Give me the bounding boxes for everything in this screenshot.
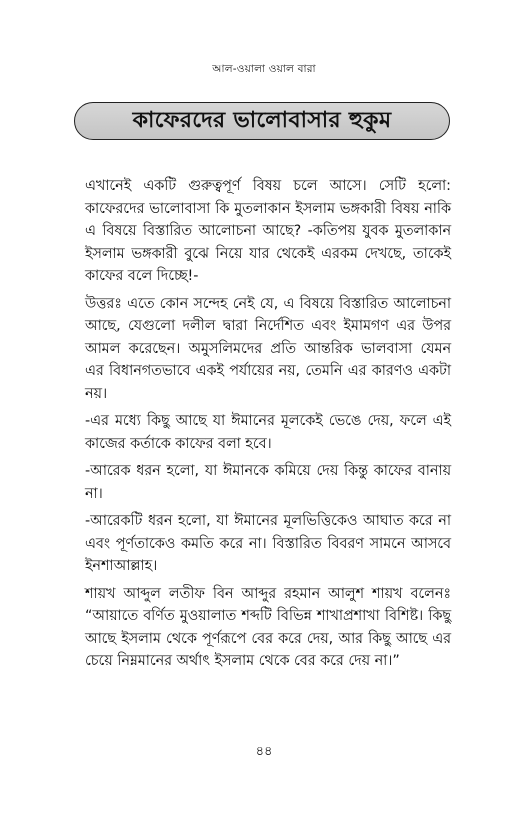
- paragraph-type-two: -আরেক ধরন হলো, যা ঈমানকে কমিয়ে দেয় কিন্তু কাফের বানায় না।: [85, 463, 451, 502]
- body-text: [85, 175, 451, 678]
- paragraph-type-three: -আরেকটি ধরন হলো, যা ঈমানের মূলভিত্তিকেও আঘাত করে না এবং পূর্ণতাকেও কমতি করে না। বিস্তারিত বিবরণ সামনে আসবে ইনশাআল্লাহ।: [85, 513, 451, 574]
- page-number: ৪৪: [255, 744, 273, 759]
- paragraph-intro: এখানেই একটি গুরুত্বপূর্ণ বিষয় চলে আসে। সেটি হলো: কাফেরদের ভালোবাসা কি মুতলাকান ইসলাম ভঙ্গকারী বিষয় নাকি এ বিষয়ে বিস্তারিত আলোচনা আছে? -কতিপয় যুবক মুতলাকান ইসলাম ভঙ্গকারী বুঝে নিয়ে যার থেকেই এরকম দেখছে, তাকেই কাফের বলে দিচ্ছে!-: [85, 178, 451, 284]
- chapter-title: কাফেরদের ভালোবাসার হুকুম: [132, 107, 392, 133]
- chapter-title-box: [74, 102, 450, 140]
- running-header: আল-ওয়ালা ওয়াল বারা: [212, 63, 316, 75]
- paragraph-type-one: -এর মধ্যে কিছু আছে যা ঈমানের মূলকেই ভেঙে দেয়, ফলে এই কাজের কর্তাকে কাফের বলা হবে।: [85, 413, 451, 452]
- paragraph-answer: উত্তরঃ এতে কোন সন্দেহ নেই যে, এ বিষয়ে বিস্তারিত আলোচনা আছে, যেগুলো দলীল দ্বারা নির্দেশিত এবং ইমামগণ এর উপর আমল করেছেন। অমুসলিমদের প্রতি আন্তরিক ভালবাসা যেমন এর বিধানগতভাবে একই পর্যায়ের নয়, তেমনি এর কারণও একটা নয়।: [85, 295, 451, 402]
- paragraph-quote: শায়খ আব্দুল লতীফ বিন আব্দুর রহমান আলুশ শায়খ বলেনঃ “আয়াতে বর্ণিত মুওয়ালাত শব্দটি বিভিন্ন শাখাপ্রশাখা বিশিষ্ট। কিছু আছে ইসলাম থেকে পূর্ণরূপে বের করে দেয়, আর কিছু আছে এর চেয়ে নিম্নমানের অর্থাৎ ইসলাম থেকে বের করে দেয় না।”: [85, 585, 451, 669]
